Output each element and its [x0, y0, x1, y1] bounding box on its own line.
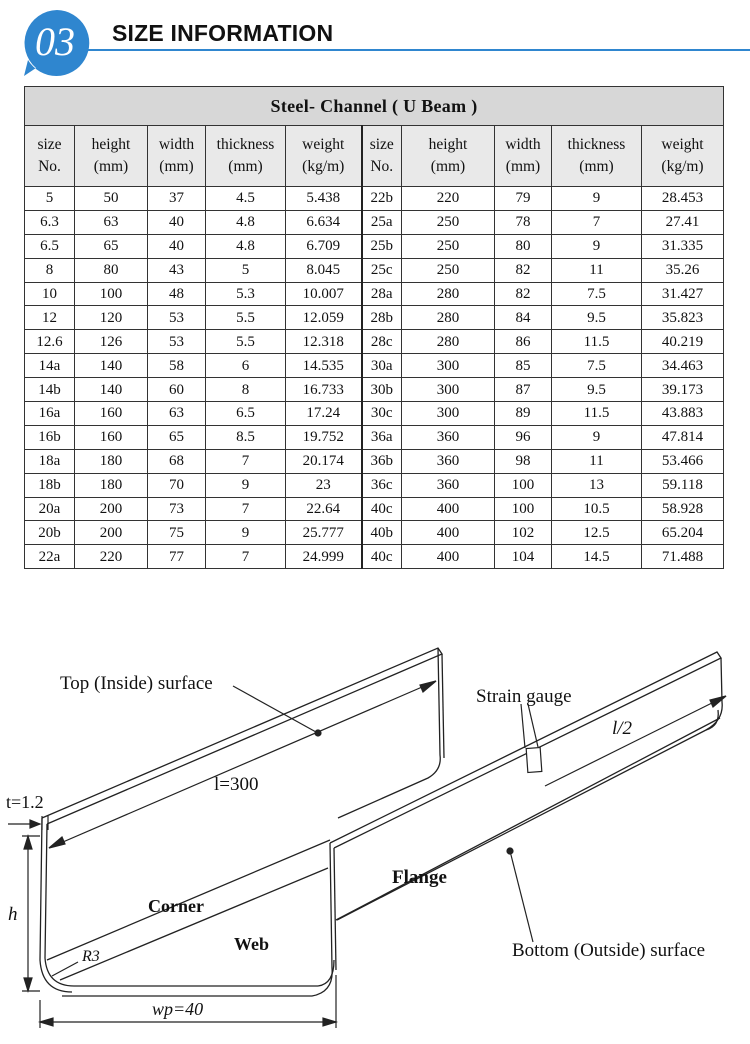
table-cell: 140 — [75, 378, 148, 402]
column-header-line2: (kg/m) — [302, 158, 345, 175]
column-header-line2: (mm) — [579, 158, 614, 175]
section-number: 03 — [35, 19, 75, 64]
table-cell: 40.219 — [642, 330, 724, 354]
table-cell: 31.335 — [642, 234, 724, 258]
table-cell: 22.64 — [286, 497, 362, 521]
table-cell: 11 — [552, 449, 642, 473]
label-bottom-surface: Bottom (Outside) surface — [512, 940, 706, 961]
table-cell: 14.535 — [286, 354, 362, 378]
table-cell: 36b — [362, 449, 402, 473]
table-cell: 70 — [148, 473, 206, 497]
table-cell: 8.5 — [206, 425, 286, 449]
table-cell: 5 — [25, 187, 75, 211]
table-cell: 100 — [75, 282, 148, 306]
table-row — [25, 210, 724, 234]
table-cell: 22b — [362, 187, 402, 211]
table-cell: 9 — [552, 234, 642, 258]
table-cell: 65 — [75, 234, 148, 258]
table-row — [25, 330, 724, 354]
table-cell: 12.6 — [25, 330, 75, 354]
table-row — [25, 234, 724, 258]
table-cell: 43.883 — [642, 402, 724, 426]
table-cell: 14a — [25, 354, 75, 378]
table-cell: 16.733 — [286, 378, 362, 402]
table-cell: 59.118 — [642, 473, 724, 497]
table-cell: 25c — [362, 258, 402, 282]
table-cell: 22a — [25, 545, 75, 569]
column-header-line1: width — [505, 136, 541, 153]
table-cell: 10 — [25, 282, 75, 306]
table-cell: 102 — [495, 521, 552, 545]
table-cell: 250 — [402, 210, 495, 234]
table-cell: 60 — [148, 378, 206, 402]
column-header — [148, 126, 206, 187]
table-cell: 28.453 — [642, 187, 724, 211]
table-cell: 40 — [148, 210, 206, 234]
table-cell: 140 — [75, 354, 148, 378]
table-cell: 18b — [25, 473, 75, 497]
table-cell: 180 — [75, 449, 148, 473]
table-cell: 25.777 — [286, 521, 362, 545]
column-header-line1: height — [91, 136, 131, 153]
table-cell: 250 — [402, 234, 495, 258]
column-header-line1: size — [37, 136, 62, 153]
table-cell: 8 — [25, 258, 75, 282]
table-cell: 104 — [495, 545, 552, 569]
table-cell: 6 — [206, 354, 286, 378]
table-cell: 58 — [148, 354, 206, 378]
table-row — [25, 258, 724, 282]
table-cell: 36c — [362, 473, 402, 497]
strain-gauge-icon — [526, 748, 542, 773]
table-cell: 280 — [402, 282, 495, 306]
table-cell: 4.8 — [206, 234, 286, 258]
table-cell: 280 — [402, 330, 495, 354]
column-header-line1: weight — [661, 136, 704, 153]
table-row — [25, 497, 724, 521]
table-cell: 28a — [362, 282, 402, 306]
column-header — [206, 126, 286, 187]
table-cell: 9.5 — [552, 378, 642, 402]
table-cell: 12 — [25, 306, 75, 330]
table-cell: 220 — [75, 545, 148, 569]
label-top-surface: Top (Inside) surface — [60, 673, 213, 694]
table-cell: 9 — [552, 187, 642, 211]
table-cell: 48 — [148, 282, 206, 306]
table-cell: 7 — [206, 449, 286, 473]
table-cell: 37 — [148, 187, 206, 211]
table-cell: 14.5 — [552, 545, 642, 569]
table-row — [25, 402, 724, 426]
table-title: Steel- Channel ( U Beam ) — [25, 87, 724, 126]
table-cell: 40b — [362, 521, 402, 545]
table-cell: 12.318 — [286, 330, 362, 354]
table-cell: 30a — [362, 354, 402, 378]
table-cell: 5.5 — [206, 330, 286, 354]
table-cell: 300 — [402, 402, 495, 426]
table-cell: 27.41 — [642, 210, 724, 234]
table-cell: 31.427 — [642, 282, 724, 306]
table-cell: 8.045 — [286, 258, 362, 282]
table-cell: 5.5 — [206, 306, 286, 330]
table-row — [25, 521, 724, 545]
table-cell: 7 — [552, 210, 642, 234]
column-header-line2: (mm) — [159, 158, 194, 175]
table-row — [25, 354, 724, 378]
table-cell: 400 — [402, 497, 495, 521]
table-cell: 100 — [495, 497, 552, 521]
table-cell: 7.5 — [552, 354, 642, 378]
table-cell: 63 — [148, 402, 206, 426]
label-flange: Flange — [392, 867, 447, 888]
table-cell: 98 — [495, 449, 552, 473]
table-cell: 36a — [362, 425, 402, 449]
table-cell: 160 — [75, 425, 148, 449]
column-header — [552, 126, 642, 187]
section-title: SIZE INFORMATION — [112, 20, 334, 46]
table-cell: 5.3 — [206, 282, 286, 306]
table-cell: 160 — [75, 402, 148, 426]
table-body — [25, 187, 724, 569]
table-cell: 35.823 — [642, 306, 724, 330]
table-cell: 71.488 — [642, 545, 724, 569]
table-cell: 25b — [362, 234, 402, 258]
table-cell: 100 — [495, 473, 552, 497]
table-cell: 11.5 — [552, 330, 642, 354]
column-header — [362, 126, 402, 187]
table-row — [25, 187, 724, 211]
table-cell: 53.466 — [642, 449, 724, 473]
table-cell: 6.634 — [286, 210, 362, 234]
table-cell: 58.928 — [642, 497, 724, 521]
table-cell: 77 — [148, 545, 206, 569]
table-cell: 10.5 — [552, 497, 642, 521]
column-header-line1: width — [158, 136, 195, 153]
label-half-length: l/2 — [612, 718, 633, 739]
table-cell: 25a — [362, 210, 402, 234]
table-cell: 68 — [148, 449, 206, 473]
table-cell: 250 — [402, 258, 495, 282]
label-radius: R3 — [82, 948, 100, 965]
table-row — [25, 545, 724, 569]
table-cell: 11 — [552, 258, 642, 282]
column-header-line2: (mm) — [93, 158, 129, 175]
table-cell: 8 — [206, 378, 286, 402]
table-cell: 6.3 — [25, 210, 75, 234]
table-cell: 35.26 — [642, 258, 724, 282]
table-cell: 39.173 — [642, 378, 724, 402]
column-header — [495, 126, 552, 187]
table-cell: 10.007 — [286, 282, 362, 306]
table-cell: 4.5 — [206, 187, 286, 211]
table-cell: 85 — [495, 354, 552, 378]
table-header-row — [25, 126, 724, 187]
table-row — [25, 378, 724, 402]
table-cell: 12.059 — [286, 306, 362, 330]
steel-channel-size-table — [24, 86, 724, 569]
table-cell: 73 — [148, 497, 206, 521]
table-cell: 19.752 — [286, 425, 362, 449]
table-cell: 7 — [206, 545, 286, 569]
table-cell: 280 — [402, 306, 495, 330]
table-cell: 47.814 — [642, 425, 724, 449]
label-length: l=300 — [214, 774, 259, 795]
table-cell: 120 — [75, 306, 148, 330]
table-cell: 7 — [206, 497, 286, 521]
size-table-container — [24, 86, 723, 569]
label-web: Web — [234, 934, 270, 954]
table-cell: 360 — [402, 449, 495, 473]
table-cell: 200 — [75, 497, 148, 521]
table-row — [25, 473, 724, 497]
column-header — [25, 126, 75, 187]
table-cell: 43 — [148, 258, 206, 282]
table-cell: 180 — [75, 473, 148, 497]
column-header-line2: No. — [370, 158, 394, 175]
table-cell: 16b — [25, 425, 75, 449]
table-cell: 360 — [402, 425, 495, 449]
table-cell: 400 — [402, 521, 495, 545]
table-cell: 11.5 — [552, 402, 642, 426]
column-header-line2: No. — [38, 158, 61, 175]
table-cell: 80 — [75, 258, 148, 282]
column-header-line1: weight — [302, 136, 345, 153]
table-cell: 300 — [402, 354, 495, 378]
column-header — [402, 126, 495, 187]
table-row — [25, 282, 724, 306]
table-cell: 53 — [148, 330, 206, 354]
table-cell: 9 — [206, 473, 286, 497]
table-cell: 53 — [148, 306, 206, 330]
table-cell: 23 — [286, 473, 362, 497]
column-header-line1: size — [369, 136, 394, 153]
table-cell: 50 — [75, 187, 148, 211]
table-row — [25, 425, 724, 449]
label-thickness: t=1.2 — [6, 792, 44, 812]
column-header — [642, 126, 724, 187]
column-header-line1: thickness — [216, 136, 275, 153]
table-cell: 4.8 — [206, 210, 286, 234]
column-header-line2: (mm) — [430, 158, 466, 175]
table-cell: 7.5 — [552, 282, 642, 306]
table-cell: 6.709 — [286, 234, 362, 258]
table-cell: 75 — [148, 521, 206, 545]
table-cell: 20.174 — [286, 449, 362, 473]
table-cell: 200 — [75, 521, 148, 545]
label-strain-gauge: Strain gauge — [476, 686, 572, 707]
table-cell: 16a — [25, 402, 75, 426]
u-channel-diagram — [0, 630, 750, 1044]
table-cell: 6.5 — [25, 234, 75, 258]
label-height: h — [8, 904, 18, 925]
table-cell: 20a — [25, 497, 75, 521]
table-cell: 86 — [495, 330, 552, 354]
table-cell: 9 — [206, 521, 286, 545]
table-cell: 87 — [495, 378, 552, 402]
column-header — [286, 126, 362, 187]
table-cell: 65 — [148, 425, 206, 449]
table-cell: 34.463 — [642, 354, 724, 378]
table-cell: 126 — [75, 330, 148, 354]
section-header — [0, 0, 750, 80]
table-cell: 6.5 — [206, 402, 286, 426]
label-corner: Corner — [148, 896, 204, 916]
table-cell: 17.24 — [286, 402, 362, 426]
table-cell: 220 — [402, 187, 495, 211]
table-cell: 20b — [25, 521, 75, 545]
table-cell: 5.438 — [286, 187, 362, 211]
table-cell: 400 — [402, 545, 495, 569]
column-header-line2: (mm) — [505, 158, 541, 175]
table-cell: 82 — [495, 258, 552, 282]
table-cell: 24.999 — [286, 545, 362, 569]
column-header-line2: (mm) — [228, 158, 263, 175]
table-row — [25, 306, 724, 330]
table-cell: 28b — [362, 306, 402, 330]
header-divider — [84, 49, 750, 51]
table-cell: 65.204 — [642, 521, 724, 545]
column-header-line1: height — [428, 136, 468, 153]
table-cell: 78 — [495, 210, 552, 234]
label-width: wp=40 — [152, 999, 204, 1019]
table-cell: 28c — [362, 330, 402, 354]
table-cell: 14b — [25, 378, 75, 402]
table-cell: 18a — [25, 449, 75, 473]
table-cell: 84 — [495, 306, 552, 330]
table-cell: 40 — [148, 234, 206, 258]
table-cell: 360 — [402, 473, 495, 497]
table-row — [25, 449, 724, 473]
table-cell: 79 — [495, 187, 552, 211]
table-cell: 30b — [362, 378, 402, 402]
table-cell: 82 — [495, 282, 552, 306]
table-cell: 9.5 — [552, 306, 642, 330]
table-cell: 9 — [552, 425, 642, 449]
table-cell: 96 — [495, 425, 552, 449]
table-cell: 80 — [495, 234, 552, 258]
table-cell: 89 — [495, 402, 552, 426]
table-cell: 30c — [362, 402, 402, 426]
table-cell: 40c — [362, 497, 402, 521]
column-header — [75, 126, 148, 187]
table-cell: 300 — [402, 378, 495, 402]
table-cell: 12.5 — [552, 521, 642, 545]
table-cell: 63 — [75, 210, 148, 234]
column-header-line2: (kg/m) — [661, 158, 704, 175]
column-header-line1: thickness — [567, 136, 626, 153]
table-cell: 40c — [362, 545, 402, 569]
table-cell: 5 — [206, 258, 286, 282]
table-cell: 13 — [552, 473, 642, 497]
